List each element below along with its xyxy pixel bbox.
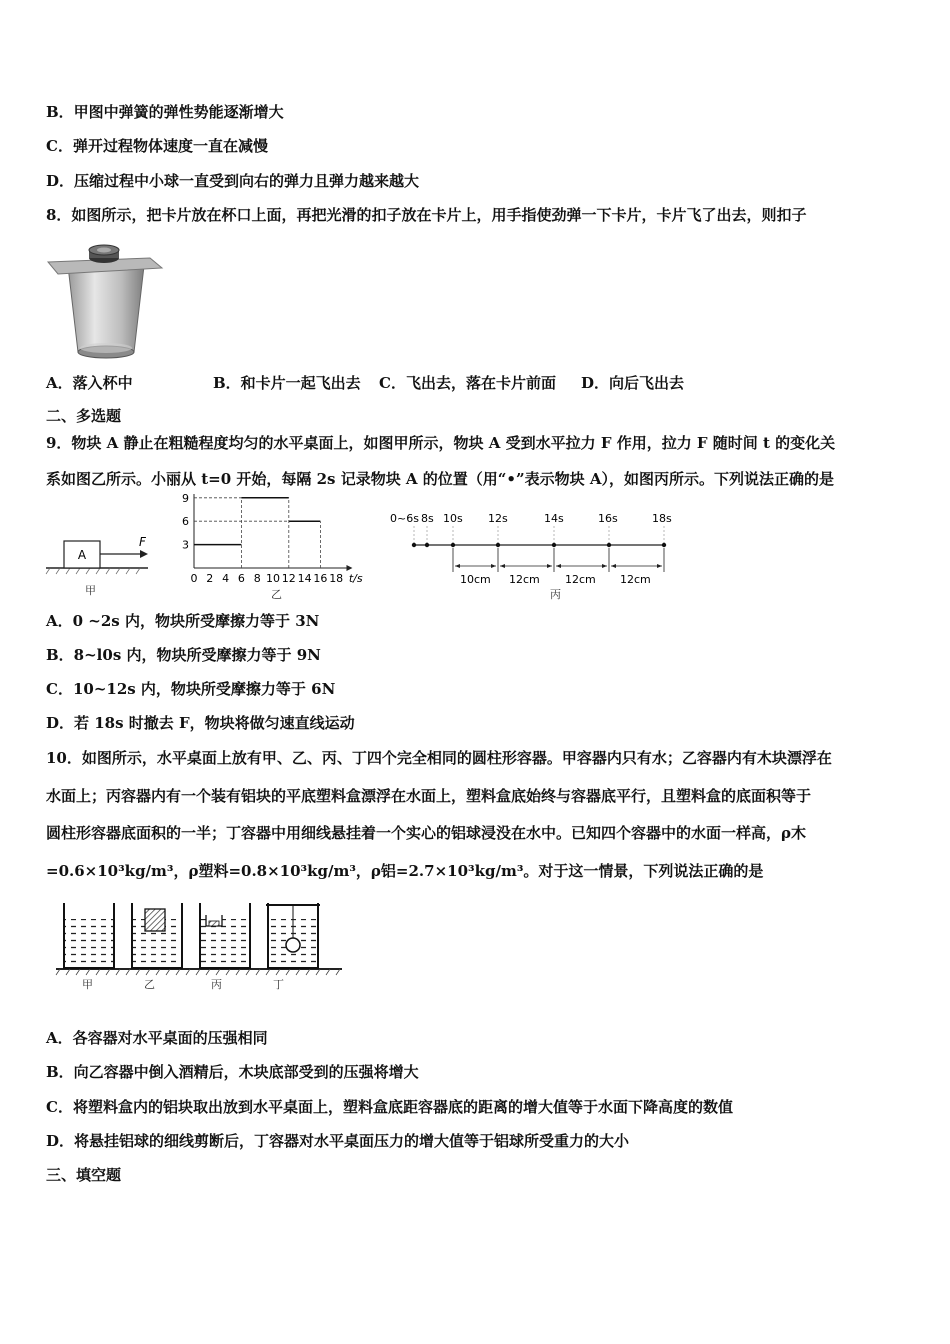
x-axis-arrow-icon	[346, 565, 352, 571]
x-tick-label: 12	[281, 572, 296, 585]
q9-option-a: A．0 ~2s 内，物块所受摩擦力等于 3N	[46, 612, 320, 630]
x-tick-label: 0	[190, 572, 198, 585]
time-label-18s: 18s	[652, 512, 672, 525]
aluminum-ball	[286, 938, 300, 952]
q9-stem-line-1: 9．物块 A 静止在粗糙程度均匀的水平桌面上，如图甲所示，物块 A 受到水平拉力 F 作用，拉力 F 随时间 t 的变化关	[46, 434, 836, 452]
time-label-0-6s: 0~6s	[390, 512, 419, 525]
position-dot	[425, 543, 429, 547]
position-dot	[607, 543, 611, 547]
q9-figure-jia	[44, 530, 154, 580]
q10-stem-line-4: =0.6×10³kg/m³，ρ塑料=0.8×10³kg/m³，ρ铝=2.7×10³kg/m³。对于这一情景，下列说法正确的是	[46, 862, 764, 880]
caption-container-bing: 丙	[211, 978, 222, 991]
q10-option-a: A．各容器对水平桌面的压强相同	[46, 1029, 268, 1047]
x-tick-label: 10	[266, 572, 280, 585]
position-dot	[662, 543, 666, 547]
container-jia	[64, 903, 114, 968]
q10-stem-line-1: 10．如图所示，水平桌面上放有甲、乙、丙、丁四个完全相同的圆柱形容器。甲容器内只有水；乙容器内有木块漂浮在	[46, 749, 832, 767]
caption-yi: 乙	[271, 588, 282, 601]
x-tick-label: 6	[237, 572, 245, 585]
q10-stem-line-3: 圆柱形容器底面积的一半；丁容器中用细线悬挂着一个实心的铝球浸没在水中。已知四个容器中的水面一样高，ρ木	[46, 824, 806, 842]
distance-label: 12cm	[620, 573, 651, 586]
aluminum-block	[209, 921, 219, 926]
q9-figure-bing	[388, 508, 688, 588]
q10-option-c: C．将塑料盒内的铝块取出放到水平桌面上，塑料盒底距容器底的距离的增大值等于水面下降高度的数值	[46, 1098, 733, 1116]
force-label: F	[139, 535, 146, 549]
q8-stem: 8．如图所示，把卡片放在杯口上面，再把光滑的扣子放在卡片上，用手指使劲弹一下卡片，卡片飞了出去，则扣子	[46, 206, 807, 224]
q10-containers-figure	[50, 895, 350, 995]
q9-stem-line-2: 系如图乙所示。小丽从 t=0 开始，每隔 2s 记录物块 A 的位置（用“•”表示物块 A），如图丙所示。下列说法正确的是	[46, 470, 834, 488]
wood-block	[145, 909, 165, 931]
caption-container-yi: 乙	[144, 978, 155, 991]
y-tick-label: 3	[182, 538, 189, 552]
caption-container-jia: 甲	[82, 978, 93, 991]
section-2-title: 二、多选题	[46, 407, 122, 425]
q10-option-b: B．向乙容器中倒入酒精后，木块底部受到的压强将增大	[46, 1063, 419, 1081]
position-dot	[496, 543, 500, 547]
q8-option-b: B．和卡片一起飞出去	[213, 374, 361, 392]
x-tick-label: 18	[329, 572, 344, 585]
container-ding	[266, 903, 320, 968]
q9-option-d: D．若 18s 时撤去 F，物块将做匀速直线运动	[46, 714, 355, 732]
q8-option-c: C．飞出去，落在卡片前面	[379, 374, 556, 392]
caption-container-ding: 丁	[273, 978, 284, 991]
container-bing	[200, 903, 250, 968]
time-label-16s: 16s	[598, 512, 618, 525]
q9-option-b: B．8~l0s 内，物块所受摩擦力等于 9N	[46, 646, 321, 664]
section-3-title: 三、填空题	[46, 1166, 122, 1184]
time-label-12s: 12s	[488, 512, 508, 525]
distance-label: 10cm	[460, 573, 491, 586]
q9-option-c: C．10~12s 内，物块所受摩擦力等于 6N	[46, 680, 336, 698]
q7-option-c: C．弹开过程物体速度一直在减慢	[46, 137, 268, 155]
position-dot	[552, 543, 556, 547]
time-label-10s: 10s	[443, 512, 463, 525]
distance-label: 12cm	[565, 573, 596, 586]
position-dot	[412, 543, 416, 547]
x-tick-label: 8	[253, 572, 261, 585]
q8-option-d: D．向后飞出去	[581, 374, 685, 392]
q7-option-b: B．甲图中弹簧的弹性势能逐渐增大	[46, 103, 284, 121]
force-arrow-icon	[140, 550, 148, 558]
distance-label: 12cm	[509, 573, 540, 586]
container-yi	[132, 903, 182, 968]
caption-bing: 丙	[550, 588, 561, 601]
caption-jia: 甲	[85, 584, 96, 597]
time-label-8s: 8s	[421, 512, 434, 525]
q9-figure-yi-chart	[164, 494, 396, 590]
position-dot	[451, 543, 455, 547]
x-tick-label: 2	[206, 572, 214, 585]
cup-card-figure	[46, 236, 166, 364]
x-tick-label: 16	[313, 572, 328, 585]
block-a-label: A	[77, 548, 87, 562]
y-tick-label: 9	[182, 494, 189, 505]
q10-stem-line-2: 水面上；丙容器内有一个装有铝块的平底塑料盒漂浮在水面上，塑料盒底始终与容器底平行，且塑料盒的底面积等于	[46, 787, 812, 805]
x-tick-label: 4	[222, 572, 230, 585]
y-tick-label: 6	[182, 515, 189, 529]
q8-option-a: A．落入杯中	[46, 374, 133, 392]
time-label-14s: 14s	[544, 512, 564, 525]
q10-option-d: D．将悬挂铝球的细线剪断后，丁容器对水平桌面压力的增大值等于铝球所受重力的大小	[46, 1132, 630, 1150]
x-tick-label: 14	[297, 572, 312, 585]
q7-option-d: D．压缩过程中小球一直受到向右的弹力且弹力越来越大	[46, 172, 420, 190]
x-axis-label: t/s	[348, 572, 363, 585]
